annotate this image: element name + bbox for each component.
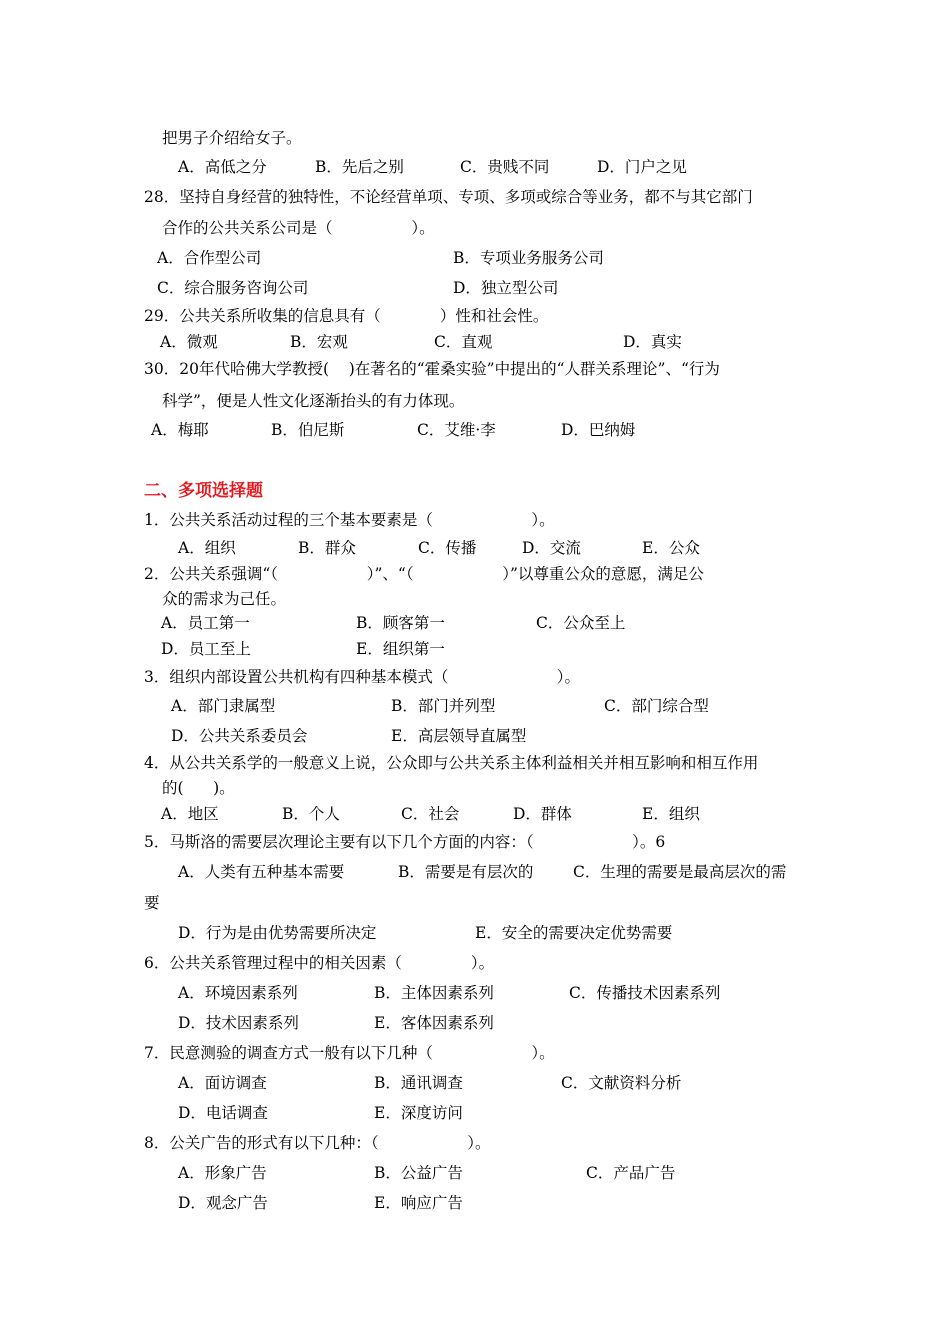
q28-option-c: C．综合服务咨询公司 [157, 279, 309, 297]
mc1-option-d: D．交流 [522, 539, 581, 557]
mc4-option-e: E．组织 [642, 805, 700, 823]
mc-question-4-line2: 的( )。 [162, 779, 235, 797]
mc8-option-b: B．公益广告 [374, 1164, 463, 1182]
question-29: 29．公共关系所收集的信息具有（ ）性和社会性。 [144, 307, 549, 325]
q28-option-b: B．专项业务服务公司 [453, 249, 604, 267]
mc8-option-d: D．观念广告 [178, 1194, 268, 1212]
q28-option-a: A．合作型公司 [157, 249, 262, 267]
mc8-option-a: A．形象广告 [178, 1164, 267, 1182]
mc3-option-e: E．高层领导直属型 [391, 727, 527, 745]
mc-question-5: 5．马斯洛的需要层次理论主要有以下几个方面的内容：（ ）。6 [144, 833, 666, 851]
mc1-option-c: C．传播 [418, 539, 477, 557]
mc6-option-d: D．技术因素系列 [178, 1014, 299, 1032]
mc6-option-a: A．环境因素系列 [178, 984, 298, 1002]
question-28-line2: 合作的公共关系公司是（ ）。 [162, 219, 435, 237]
mc8-option-c: C．产品广告 [586, 1164, 676, 1182]
mc7-option-e: E．深度访问 [374, 1104, 463, 1122]
mc4-option-b: B．个人 [282, 805, 340, 823]
mc6-option-b: B．主体因素系列 [374, 984, 494, 1002]
mc2-option-b: B．顾客第一 [356, 614, 445, 632]
mc-question-2-line2: 众的需求为己任。 [162, 590, 287, 608]
q30-option-b: B．伯尼斯 [271, 421, 345, 439]
mc5-option-a: A．人类有五种基本需要 [178, 863, 345, 881]
mc7-option-d: D．电话调查 [178, 1104, 268, 1122]
section-heading-multiple-choice: 二、多项选择题 [144, 481, 263, 501]
mc-question-2-line1: 2．公共关系强调“（ ）”、“（ ）”以尊重公众的意愿，满足公 [144, 565, 704, 583]
mc-question-1: 1．公共关系活动过程的三个基本要素是（ ）。 [144, 511, 555, 529]
mc1-option-a: A．组织 [178, 539, 236, 557]
mc3-option-b: B．部门并列型 [391, 697, 496, 715]
mc8-option-e: E．响应广告 [374, 1194, 463, 1212]
mc6-option-c: C．传播技术因素系列 [569, 984, 721, 1002]
mc-question-7: 7．民意测验的调查方式一般有以下几种（ ）。 [144, 1044, 555, 1062]
mc7-option-c: C．文献资料分析 [561, 1074, 682, 1092]
mc5-option-e: E．安全的需要决定优势需要 [475, 924, 673, 942]
mc-question-8: 8．公关广告的形式有以下几种：（ ）。 [144, 1134, 491, 1152]
mc5-option-c: C．生理的需要是最高层次的需 [573, 863, 787, 881]
mc2-option-e: E．组织第一 [356, 640, 445, 658]
mc7-option-b: B．通讯调查 [374, 1074, 463, 1092]
q29-option-d: D．真实 [623, 333, 682, 351]
q30-option-d: D．巴纳姆 [561, 421, 636, 439]
mc3-option-c: C．部门综合型 [604, 697, 709, 715]
mc4-option-c: C．社会 [401, 805, 460, 823]
q27-option-a: A．高低之分 [178, 158, 267, 176]
mc6-option-e: E．客体因素系列 [374, 1014, 494, 1032]
question-27-tail: 把男子介绍给女子。 [162, 129, 302, 147]
q30-option-a: A．梅耶 [151, 421, 209, 439]
mc5-option-c-wrap: 要 [144, 894, 160, 912]
mc3-option-a: A．部门隶属型 [171, 697, 276, 715]
question-28-line1: 28．坚持自身经营的独特性，不论经营单项、专项、多项或综合等业务，都不与其它部门 [144, 188, 753, 206]
q30-option-c: C．艾维·李 [417, 421, 496, 439]
q29-option-b: B．宏观 [290, 333, 348, 351]
mc7-option-a: A．面访调查 [178, 1074, 267, 1092]
mc2-option-c: C．公众至上 [536, 614, 626, 632]
mc-question-4-line1: 4．从公共关系学的一般意义上说，公众即与公共关系主体利益相关并相互影响和相互作用 [144, 754, 759, 772]
mc4-option-d: D．群体 [513, 805, 572, 823]
mc2-option-a: A．员工第一 [161, 614, 250, 632]
mc-question-6: 6．公共关系管理过程中的相关因素（ ）。 [144, 954, 495, 972]
mc4-option-a: A．地区 [161, 805, 219, 823]
q28-option-d: D．独立型公司 [453, 279, 559, 297]
mc1-option-b: B．群众 [298, 539, 356, 557]
mc5-option-b: B．需要是有层次的 [398, 863, 534, 881]
mc1-option-e: E．公众 [642, 539, 700, 557]
mc-question-3: 3．组织内部设置公共机构有四种基本模式（ ）。 [144, 668, 581, 686]
q29-option-c: C．直观 [434, 333, 493, 351]
q27-option-b: B．先后之别 [315, 158, 404, 176]
q27-option-d: D．门户之见 [597, 158, 687, 176]
question-30-line2: 科学”，便是人性文化逐渐抬头的有力体现。 [162, 392, 465, 410]
question-30-line1: 30．20年代哈佛大学教授( )在著名的“霍桑实验”中提出的“人群关系理论”、“行为 [144, 360, 720, 378]
mc2-option-d: D．员工至上 [161, 640, 251, 658]
mc5-option-d: D．行为是由优势需要所决定 [178, 924, 377, 942]
mc3-option-d: D．公共关系委员会 [171, 727, 308, 745]
q29-option-a: A．微观 [160, 333, 218, 351]
q27-option-c: C．贵贱不同 [460, 158, 550, 176]
